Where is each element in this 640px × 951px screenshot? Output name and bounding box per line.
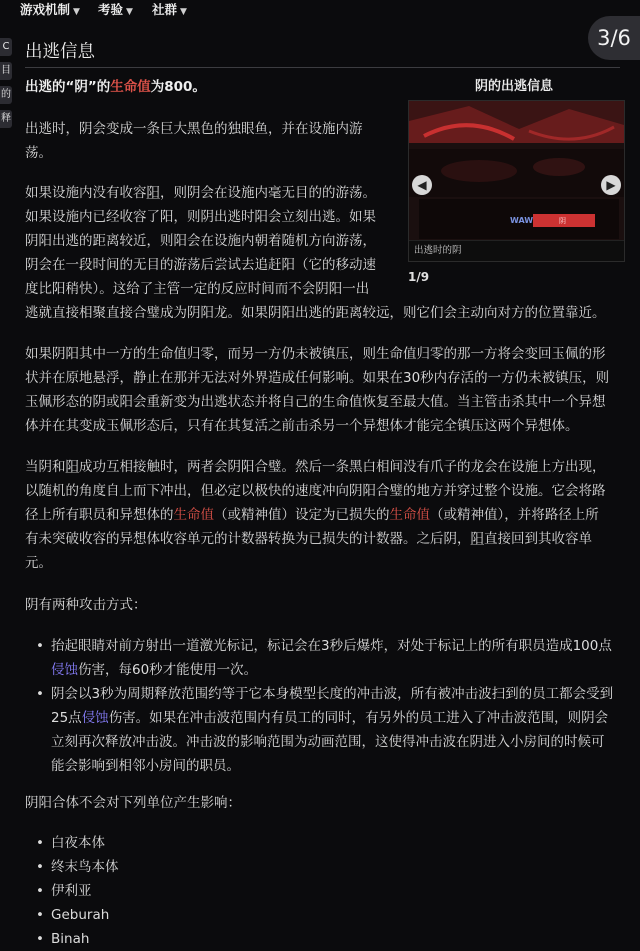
caret-down-icon: ▼ [73,7,80,17]
text-line: 立刻再次释放冲击波。冲击波的影响范围为动画范围，这使得冲击波在阴进入小房间的时候可 [51,734,605,750]
paragraph-jade-form [25,342,609,438]
lead-statement [25,76,206,98]
side-tab[interactable]: C [0,38,12,56]
chevron-right-icon: ▶ [606,178,616,192]
text-line: 玉佩形态的阴或阳会重新变为出逃状态并将自己的生命值恢复至最大值。当主管击杀其中一个异想 [25,394,606,410]
attack-list [25,634,613,778]
text-line: 当阴和 [25,459,66,475]
top-nav [0,0,640,22]
list-item: • Binah [25,927,119,951]
nav-community[interactable] [152,1,187,21]
yang-link[interactable]: 阳 [470,531,484,547]
text-line: 阴会在一段时间的无目的游荡后尝试去追赶阳（它的移动速 [25,257,376,273]
text-line: 体并在其变成玉佩形态后，只有在其复活之前击杀另一个异想体才能完全镇压这两个异想体。 [25,418,579,434]
list-item [25,682,613,778]
text-line: 阴会以3秒为周期释放范围约等于它本身模型长度的冲击波，所有被冲击波扫到的员工都会受到 [51,686,614,702]
text-line: 抬起眼睛对前方射出一道激光标记，标记会在3秒后爆炸，对处于标记上的所有职员造成100点 [51,638,612,654]
chevron-left-icon: ◀ [417,178,427,192]
health-keyword[interactable]: 生命值 [110,79,151,95]
text-line: 成功互相接触时，两者会阴阳合璧。然后一条黑白相间没有爪子的龙会在设施上方出现， [79,459,606,475]
list-item: • Geburah [25,903,119,927]
paragraph-dragon [25,455,606,575]
text-line: 能会影响到相邻小房间的职员。 [51,758,240,774]
text-line: 如果阴阳其中一方的生命值归零，而另一方仍未被镇压，则生命值归零的那一方将会变回玉佩的形 [25,346,606,362]
page-title: 出逃信息 [25,42,95,62]
lead-suffix: 为800。 [150,79,206,95]
erosion-keyword[interactable]: 侵蚀 [81,710,109,726]
paragraph-attack-intro: 阴有两种攻击方式： [25,597,147,613]
paragraph-appearance [25,117,363,165]
gallery-count: 1/9 [408,270,430,284]
text-line: 状并在原地悬浮，静止在那并无法对外界造成任何影响。如果在30秒内存活的一方仍未被镇压，则 [25,370,610,386]
text-line: 如果设施内没有收容 [25,185,147,201]
text-line: 伤害，每60秒才能使用一次。 [78,662,258,678]
text-line: 有未突破收容的异想体收容单元的计数器转换为已损失的计数器。之后阴， [25,531,471,547]
health-keyword[interactable]: 生命值 [389,507,430,523]
text-line: 以随机的角度自上而下冲出，但必定以极快的速度冲向阴阳合璧的地方并穿过整个设施。它会将路 [25,483,606,499]
health-keyword[interactable]: 生命值 [173,507,214,523]
immune-unit-list [25,831,119,951]
page-counter: 3/6 [588,16,640,60]
text-line: 径上所有职员和异想体的 [25,507,174,523]
text-line: 逃就直接相聚直接合璧成为阴阳龙。如果阴阳出逃的距离较远，则它们会主动向对方的位置靠近。 [25,305,606,321]
text-line: 直接回到其收容单 [484,531,592,547]
nav-game-mechanics[interactable] [20,1,80,21]
yang-link[interactable]: 阳 [146,185,160,201]
text-line: ，则阴会在设施内毫无目的的游荡。 [160,185,376,201]
text-line: 度比阳稍快）。这给了主管一定的反应时间而不会阴阳一出 [25,281,370,297]
text-line: （或精神值），并将路径上所 [430,507,599,523]
side-tab[interactable]: 目 [0,62,12,80]
gallery-title: 阴的出逃信息 [474,79,553,94]
nav-label: 考验 [98,2,124,17]
text-line: 如果设施内已经收容了阳，则阴出逃时阳会立刻出逃。如果 [25,209,376,225]
caret-down-icon: ▼ [126,7,133,17]
lead-prefix: 出逃的“阴”的 [25,79,111,95]
list-item [25,634,613,682]
paragraph-immune-intro: 阴阳合体不会对下列单位产生影响： [25,795,241,811]
nav-label: 游戏机制 [20,2,71,17]
text-line: 阴阳出逃的距离较近，则阳会在设施内朝着随机方向游荡， [25,233,376,249]
image-caption: 出逃时的阴 [414,245,462,256]
text-line: 25点 [51,710,82,726]
title-divider [25,67,620,68]
nav-trials[interactable] [98,1,133,21]
caret-down-icon: ▼ [180,7,187,17]
erosion-keyword[interactable]: 侵蚀 [51,662,78,678]
side-tab[interactable]: 的 [0,86,12,104]
side-tab[interactable]: 释 [0,110,12,128]
nav-label: 社群 [152,2,178,17]
text-line: 出逃时，阴会变成一条巨大黑色的独眼鱼，并在设施内游 [25,121,363,137]
list-item: • 终末鸟本体 [25,855,119,879]
paragraph-yang-breach [25,181,606,325]
hud-name-label: 阴 [559,217,566,225]
text-line: （或精神值）设定为已损失的 [214,507,390,523]
hud-risk-label: WAW [510,216,534,225]
list-item: • 白夜本体 [25,831,119,855]
side-tabs [0,38,13,134]
list-item: • 伊利亚 [25,879,119,903]
text-line: 伤害。如果在冲击波范围内有员工的同时，有另外的员工进入了冲击波范围，则阴会 [108,710,609,726]
yang-link[interactable]: 阳 [65,459,79,475]
text-line: 荡。 [25,145,52,161]
text-line: 元。 [25,555,52,571]
